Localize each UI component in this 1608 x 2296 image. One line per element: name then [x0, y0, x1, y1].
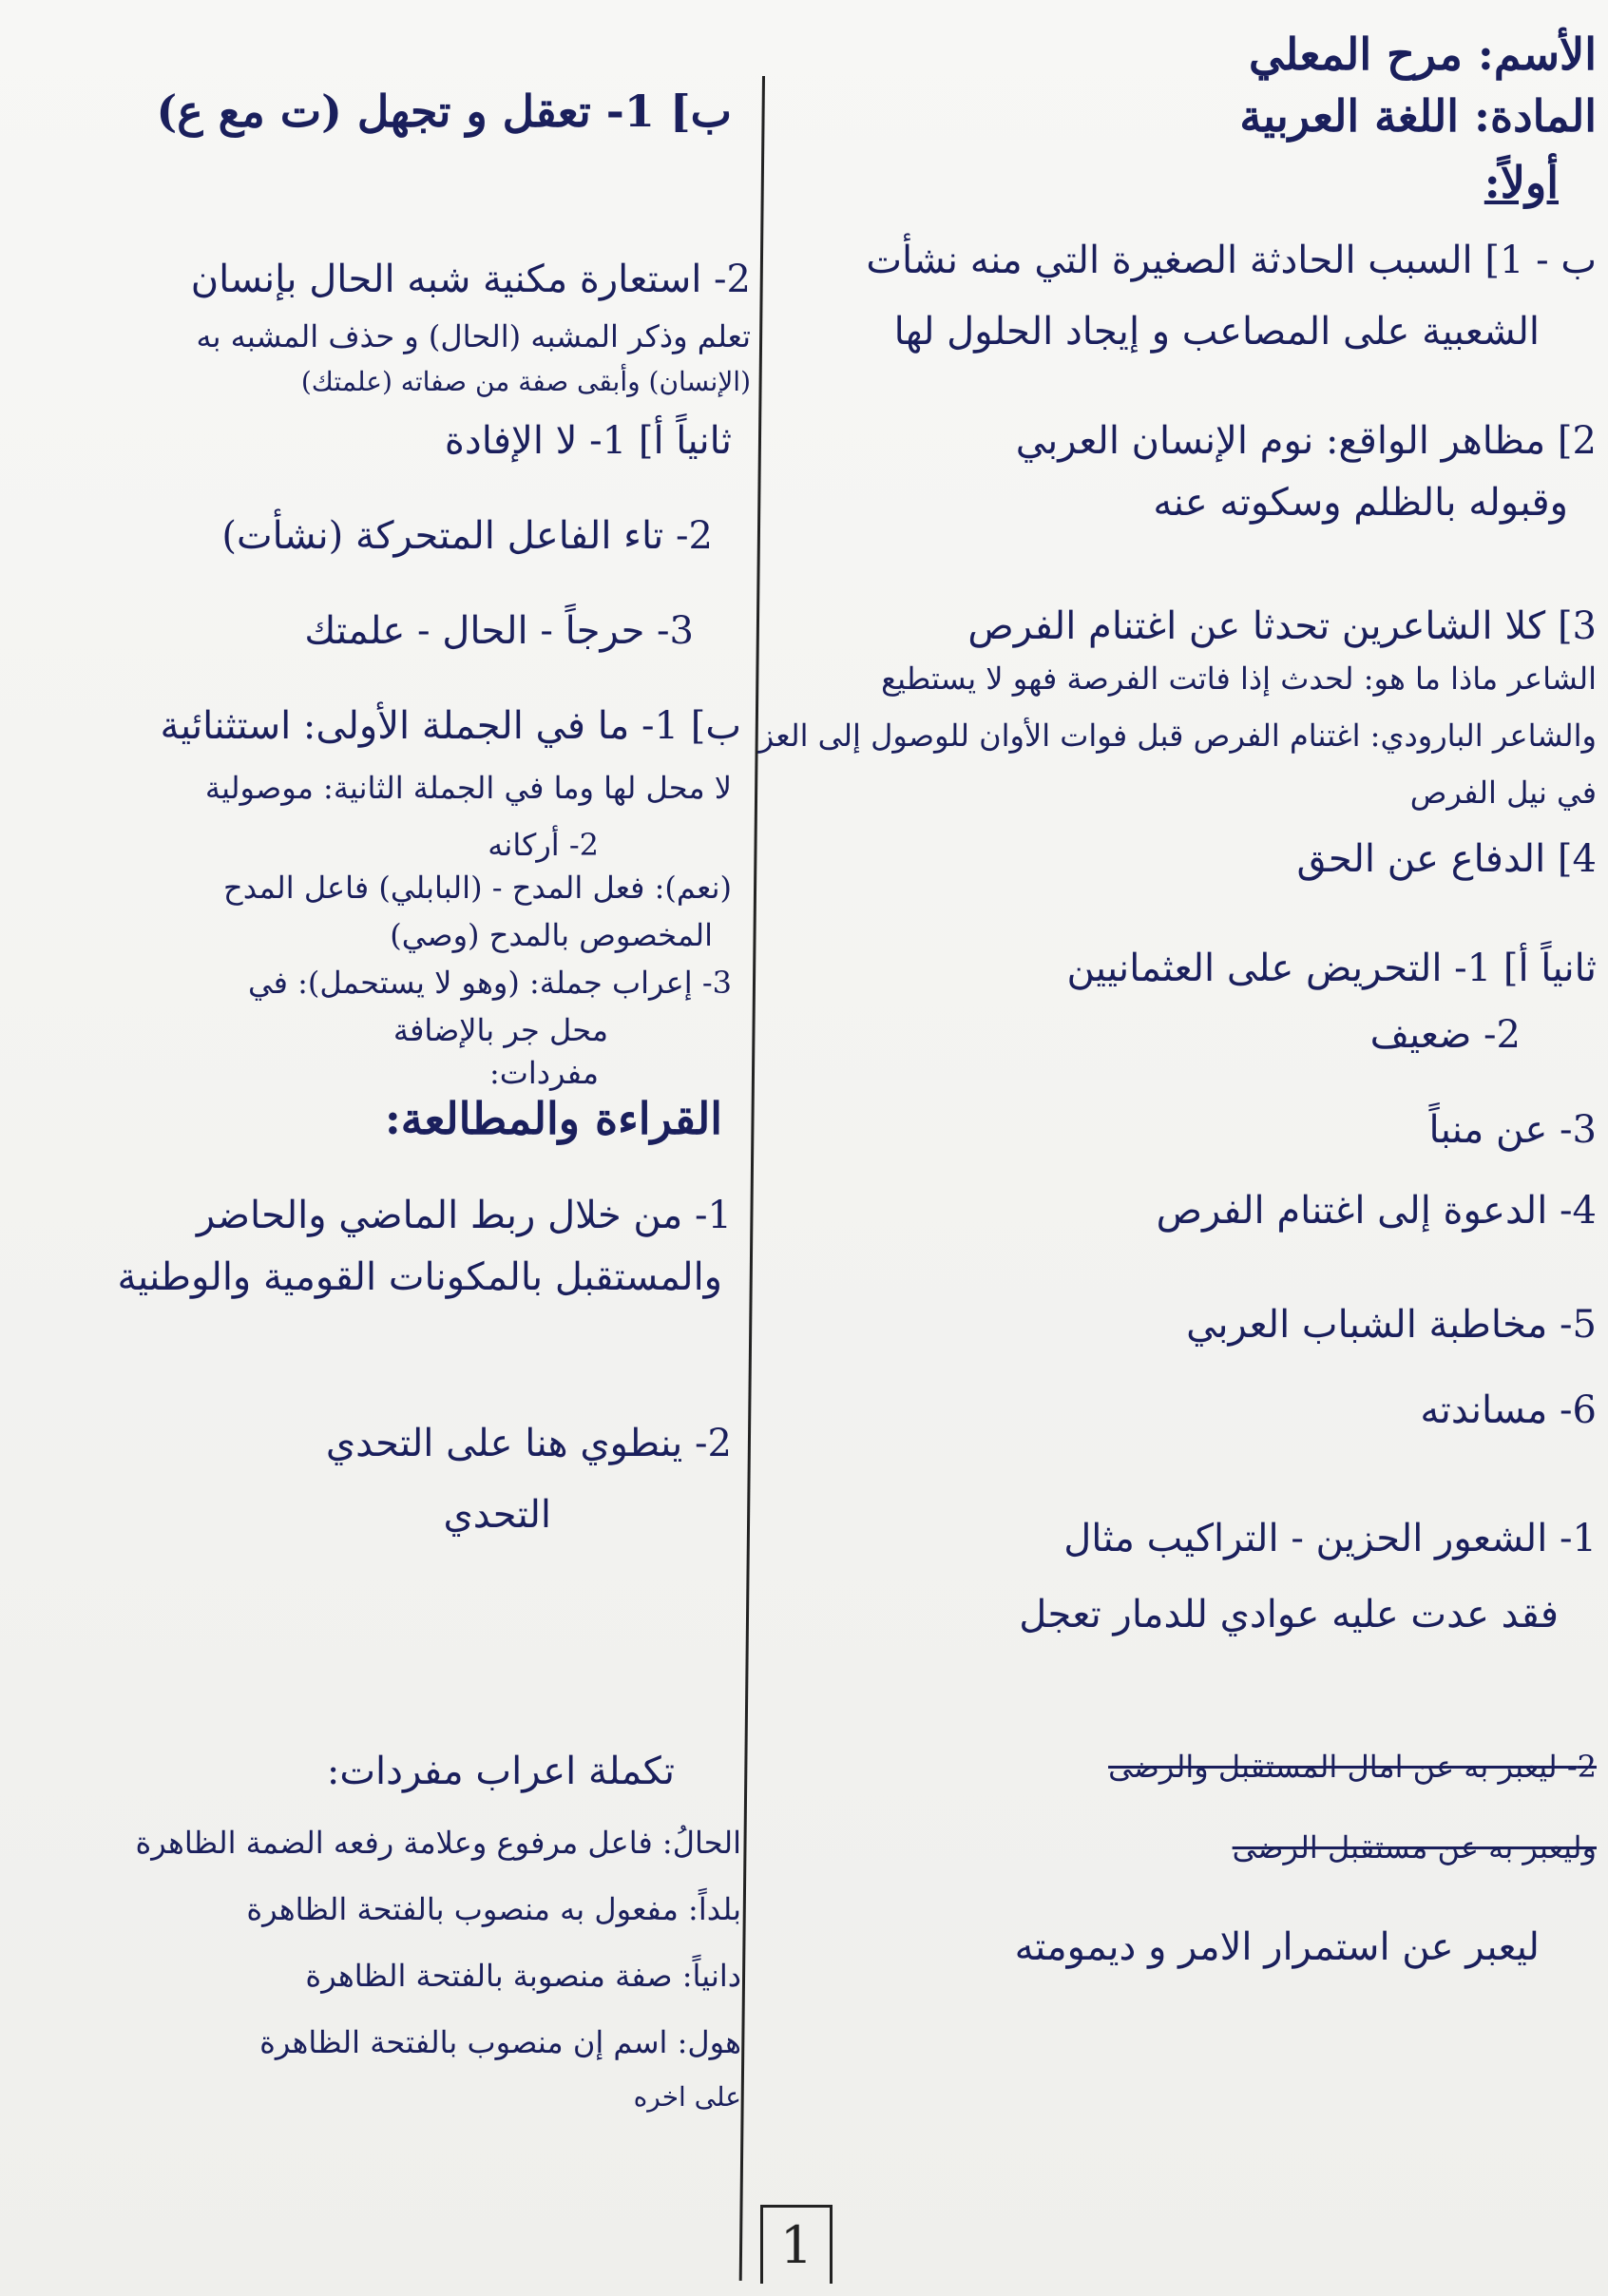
answer-line: ليعبر عن استمرار الامر و ديمومته	[1014, 1925, 1540, 1969]
answer-line: ثانياً أ] 1- لا الإفادة	[444, 419, 732, 463]
column-divider	[739, 76, 765, 2281]
answer-line: دانياً: صفة منصوبة بالفتحة الظاهرة	[305, 1958, 741, 1994]
answer-line: التحدي	[443, 1493, 551, 1537]
crossed-answer-line: وليعبر به عن مستقبل الرضى	[1232, 1829, 1597, 1866]
answer-line: فقد عدت عليه عوادي للدمار تعجل	[1019, 1593, 1559, 1636]
answer-line: 4] الدفاع عن الحق	[1296, 837, 1597, 881]
answer-line: وقبوله بالظلم وسكوته عنه	[1153, 481, 1568, 525]
answer-line: 2- استعارة مكنية شبه الحال بإنسان	[190, 258, 751, 301]
subject-line: المادة: اللغة العربية	[1239, 90, 1597, 142]
answer-line: المخصوص بالمدح (وصي)	[390, 917, 713, 953]
crossed-answer-line: 2- ليعبر به عن امال المستقبل والرضى	[1108, 1749, 1597, 1785]
answer-line: الشاعر ماذا ما هو: لحدث إذا فاتت الفرصة فهو لا يستطيع	[881, 660, 1597, 697]
answer-line: 6- مساندته	[1420, 1388, 1597, 1432]
answer-line: 3- حرجاً - الحال - علمتك	[304, 609, 694, 653]
answer-line: (الإنسان) وأبقى صفة من صفاته (علمتك)	[300, 366, 751, 397]
page-number: 1	[760, 2205, 833, 2284]
answer-line: 2- أركانه	[488, 827, 599, 863]
answer-line: (نعم): فعل المدح - (البابلي) فاعل المدح	[223, 870, 732, 906]
answer-line: 2- ضعيف	[1369, 1013, 1521, 1057]
answer-line: 5- مخاطبة الشباب العربي	[1186, 1303, 1597, 1347]
answer-line: 2- ينطوي هنا على التحدي	[325, 1422, 732, 1465]
answer-line: الحالُ: فاعل مرفوع وعلامة رفعه الضمة الظاهرة	[135, 1825, 741, 1861]
answer-line: والشاعر البارودي: اغتنام الفرص قبل فوات الأوان للوصول إلى العز	[758, 718, 1597, 754]
answer-line: مفردات:	[488, 1055, 599, 1091]
student-name: الأسم: مرح المعلي	[1248, 29, 1597, 80]
answer-line: هول: اسم إن منصوب بالفتحة الظاهرة	[259, 2024, 741, 2060]
answer-line: والمستقبل بالمكونات القومية والوطنية	[117, 1255, 722, 1299]
section-first-heading: أولاً:	[1484, 157, 1559, 208]
answer-line: ثانياً أ] 1- التحريض على العثمانيين	[1066, 947, 1597, 990]
answer-line: ب] 1- ما في الجملة الأولى: استثنائية	[160, 704, 741, 748]
answer-line: في نيل الفرص	[1409, 775, 1597, 811]
answer-line: ب - 1] السبب الحادثة الصغيرة التي منه نشأت	[866, 239, 1597, 282]
answer-line: 4- الدعوة إلى اغتنام الفرص	[1156, 1189, 1597, 1233]
answer-line: 3- عن منباً	[1428, 1108, 1597, 1152]
answer-line: 2- تاء الفاعل المتحركة (نشأت)	[221, 514, 713, 558]
parsing-section-heading: تكملة اعراب مفردات:	[326, 1750, 675, 1793]
answer-line: ب] 1- تعقل و تجهل (ت مع ع)	[156, 86, 732, 137]
reading-section-heading: القراءة والمطالعة:	[384, 1093, 722, 1144]
answer-line: على اخره	[633, 2081, 741, 2113]
answer-line: 3- إعراب جملة: (وهو لا يستحمل): في	[248, 965, 732, 1001]
answer-line: 3] كلا الشاعرين تحدثا عن اغتنام الفرص	[967, 604, 1597, 648]
answer-line: 1- من خلال ربط الماضي والحاضر	[196, 1194, 732, 1237]
answer-line: 2] مظاهر الواقع: نوم الإنسان العربي	[1015, 419, 1597, 463]
answer-line: تعلم وذكر المشبه (الحال) و حذف المشبه به	[196, 318, 751, 354]
answer-line: الشعبية على المصاعب و إيجاد الحلول لها	[893, 310, 1540, 354]
answer-line: 1- الشعور الحزين - التراكيب مثال	[1063, 1517, 1597, 1560]
answer-line: بلداً: مفعول به منصوب بالفتحة الظاهرة	[246, 1891, 741, 1927]
answer-line: محل جر بالإضافة	[392, 1012, 608, 1048]
answer-line: لا محل لها وما في الجملة الثانية: موصولية	[204, 770, 732, 806]
